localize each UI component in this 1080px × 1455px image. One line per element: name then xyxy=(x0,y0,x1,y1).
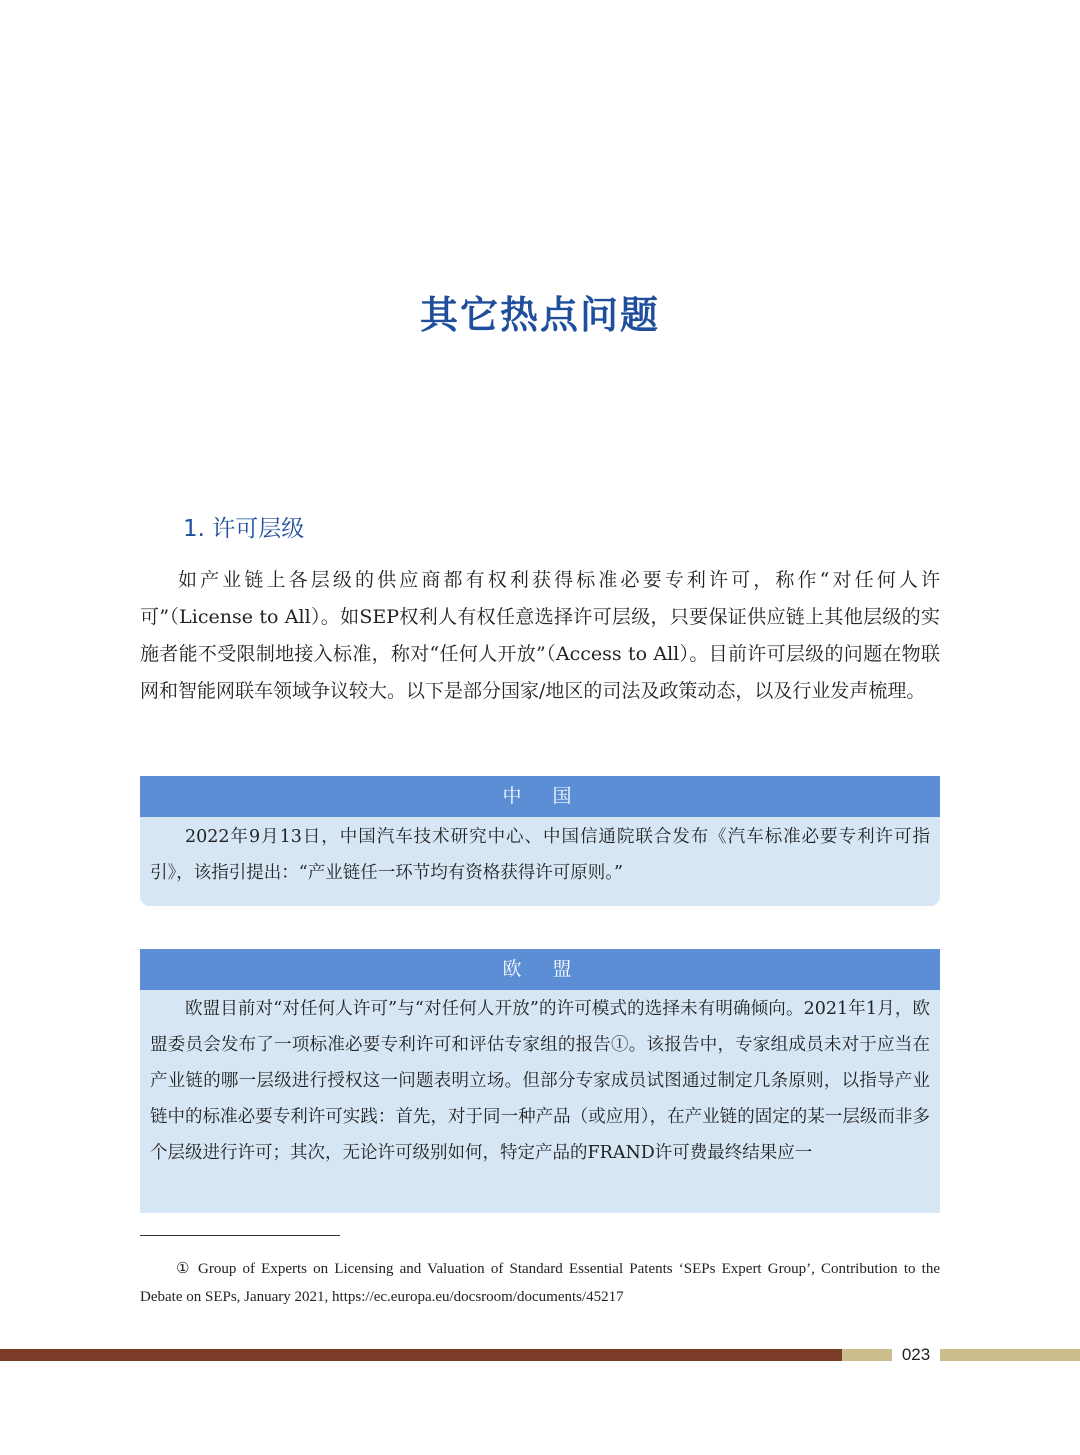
eu-box-text: 欧盟目前对“对任何人许可”与“对任何人开放”的许可模式的选择未有明确倾向。2021年1月，欧盟委员会发布了一项标准必要专利许可和评估专家组的报告①。该报告中，专家组成员未对于应当在产业链的哪一层级进行授权这一问题表明立场。但部分专家成员试图通过制定几条原则，以指导产业链中的标准必要专利许可实践：首先，对于同一种产品（或应用），在产业链的固定的某一层级而非多个层级进行许可；其次，无论许可级别如何，特定产品的FRAND许可费最终结果应一 xyxy=(150,999,930,1163)
china-box-text: 2022年9月13日，中国汽车技术研究中心、中国信通院联合发布《汽车标准必要专利许可指引》，该指引提出：“产业链任一环节均有资格获得许可原则。” xyxy=(150,827,930,883)
footnote-divider xyxy=(140,1235,340,1236)
footer-bar-tan-right xyxy=(940,1349,1080,1361)
footnote: ① Group of Experts on Licensing and Valuation of Standard Essential Patents ‘SEPs Expert Group’, Contribution to the Debate on SEPs, January 2021, https://ec.europa.eu/docsroom/documents/45217 xyxy=(140,1261,940,1305)
china-box-header: 中 国 xyxy=(140,776,940,817)
china-box xyxy=(140,776,940,906)
intro-paragraph: 如产业链上各层级的供应商都有权利获得标准必要专利许可，称作“对任何人许可”（License to All）。如SEP权利人有权任意选择许可层级，只要保证供应链上其他层级的实施者能不受限制地接入标准，称对“任何人开放”（Access to All）。目前许可层级的问题在物联网和智能网联车领域争议较大。以下是部分国家/地区的司法及政策动态，以及行业发声梳理。 xyxy=(140,569,940,702)
footer-bar-tan-left xyxy=(842,1349,892,1361)
eu-box xyxy=(140,949,940,1213)
page-number: 023 xyxy=(901,1345,931,1364)
page-title: 其它热点问题 xyxy=(419,292,660,337)
eu-box-header: 欧 盟 xyxy=(140,949,940,990)
footer-bar-brown xyxy=(0,1349,842,1361)
section-heading: 1. 许可层级 xyxy=(183,516,305,542)
